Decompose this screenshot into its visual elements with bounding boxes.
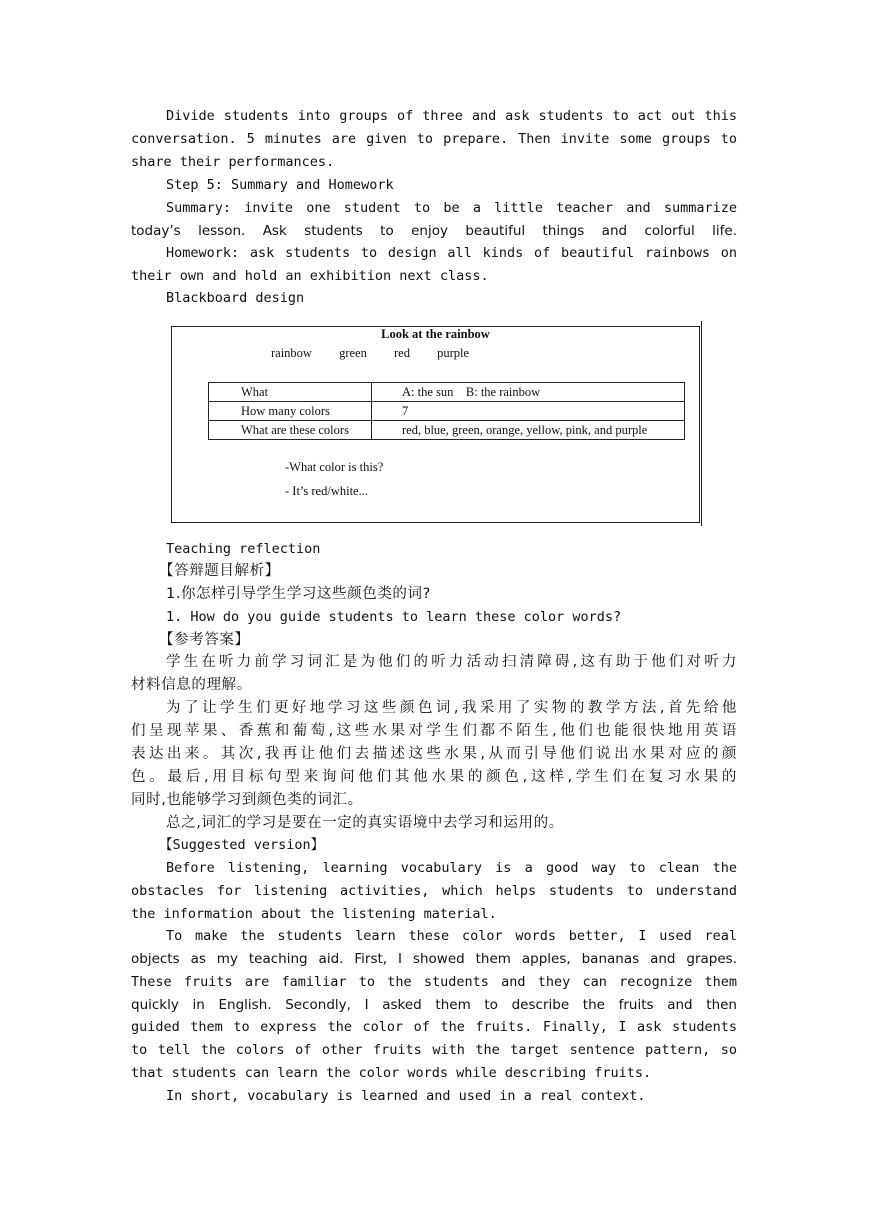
blackboard-title: Look at the rainbow — [381, 327, 490, 341]
vocab-word: green — [339, 346, 367, 360]
text-line: Homework: ask students to design all kinds of beautiful rainbows on — [166, 245, 737, 261]
section-heading: 【参考答案】 — [159, 632, 250, 648]
text-line: To make the students learn these color words better, I used real — [166, 928, 737, 944]
text-line: Summary: invite one student to be a little teacher and summarize — [166, 200, 737, 216]
section-heading: 【Suggested version】 — [159, 837, 325, 853]
text-line: 总之,词汇的学习是要在一定的真实语境中去学习和运用的。 — [166, 815, 564, 831]
vocab-word: purple — [437, 346, 470, 360]
text-line: 同时,也能够学习到颜色类的词汇。 — [131, 792, 363, 808]
table-cell-value: A: the sun B: the rainbow — [372, 383, 685, 402]
text-line: Divide students into groups of three and ask students to act out this — [166, 108, 737, 124]
table-cell-value: 7 — [372, 402, 685, 421]
table-row — [209, 402, 685, 421]
text-line: Before listening, learning vocabulary is a good way to clean the — [166, 860, 737, 876]
dialogue-question: -What color is this? — [285, 460, 384, 474]
text-line: These fruits are familiar to the students and they can recognize them — [131, 974, 737, 990]
text-line: quickly in English. Secondly, I asked them to describe the fruits and then — [131, 997, 737, 1013]
table-cell-label: How many colors — [209, 402, 372, 421]
text-line: the information about the listening material. — [131, 906, 497, 922]
text-line: 们呈现苹果、香蕉和葡萄,这些水果对学生们都不陌生,他们也能很快地用英语 — [131, 723, 737, 739]
table-row — [209, 421, 685, 440]
text-line: 为了让学生们更好地学习这些颜色词,我采用了实物的教学方法,首先给他 — [166, 700, 737, 716]
text-line: share their performances. — [131, 154, 335, 170]
section-heading: 【答辩题目解析】 — [159, 563, 280, 579]
blackboard-label: Blackboard design — [166, 290, 305, 306]
text-line: In short, vocabulary is learned and used in a real context. — [166, 1088, 646, 1104]
table-cell-value: red, blue, green, orange, yellow, pink, and purple — [372, 421, 685, 440]
text-line: their own and hold an exhibition next class. — [131, 268, 489, 284]
table-row — [209, 383, 685, 402]
text-line: 表达出来。其次,我再让他们去描述这些水果,从而引导他们说出水果对应的颜 — [131, 746, 737, 762]
text-line: conversation. 5 minutes are given to prepare. Then invite some groups to — [131, 131, 737, 147]
question-en: 1. How do you guide students to learn these color words? — [166, 609, 622, 625]
vocab-word: rainbow — [271, 346, 312, 360]
text-line: today’s lesson. Ask students to enjoy beautiful things and colorful life. — [131, 223, 737, 239]
reflection-heading: Teaching reflection — [166, 541, 321, 557]
step-heading: Step 5: Summary and Homework — [166, 177, 394, 193]
table-cell-label: What — [209, 383, 372, 402]
text-line: guided them to express the color of the fruits. Finally, I ask students — [131, 1019, 737, 1035]
dialogue-answer: - It’s red/white... — [285, 484, 368, 498]
blackboard-table — [208, 382, 685, 440]
vocab-word: red — [393, 346, 410, 360]
text-line: to tell the colors of other fruits with the target sentence pattern, so — [131, 1042, 737, 1058]
text-line: 色。最后,用目标句型来询问他们其他水果的颜色,这样,学生们在复习水果的 — [131, 769, 737, 785]
vocabulary-words — [271, 346, 493, 361]
table-cell-label: What are these colors — [209, 421, 372, 440]
blackboard-design-box — [171, 326, 700, 523]
text-line: 材料信息的理解。 — [131, 677, 252, 693]
text-line: that students can learn the color words while describing fruits. — [131, 1065, 652, 1081]
text-line: obstacles for listening activities, which helps students to understand — [131, 883, 737, 899]
text-line: 学生在听力前学习词汇是为他们的听力活动扫清障碍,这有助于他们对听力 — [166, 654, 737, 670]
text-line: objects as my teaching aid. First, I showed them apples, bananas and grapes. — [131, 951, 737, 967]
question-cn: 1.你怎样引导学生学习这些颜色类的词? — [166, 586, 431, 602]
